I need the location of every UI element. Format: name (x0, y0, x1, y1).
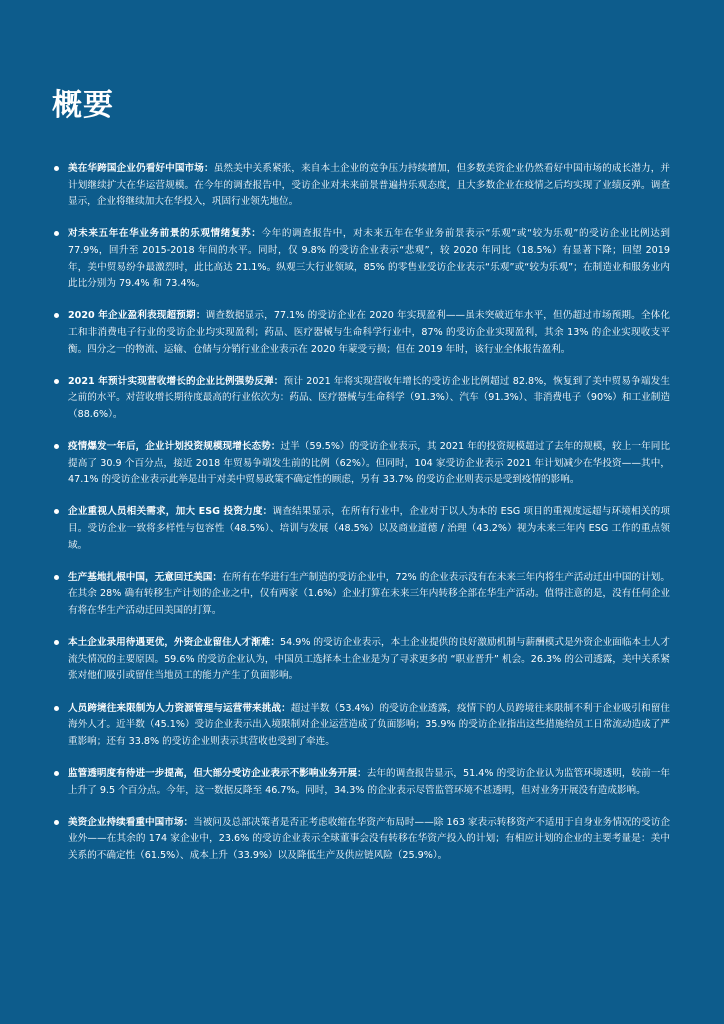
item-body: 调查数据显示，77.1% 的受访企业在 2020 年实现盈利——虽未突破近年水平，但仍超过市场预期。全体化工和非消费电子行业的受访企业均实现盈利；药品、医疗器械与生命科学行业中，87% 的受访企业实现盈利，其余 13% 的企业实现收支平衡。四分之一的物流、运输、仓储与分销行业企业表示在 2020 年蒙受亏损；但在 2019 年时，该行业全体报告盈利。 (68, 310, 671, 355)
list-item (68, 815, 670, 865)
item-body: 调查结果显示，在所有行业中，企业对于以人为本的 ESG 项目的重视度远超与环境相关的项目。受访企业一致将多样性与包容性（48.5%）、培训与发展（48.5%）以及商业道德 / 治理（43.2%）视为未来三年内 ESG 工作的重点领域。 (68, 506, 670, 551)
item-body: 今年的调查报告中，对未来五年在华业务前景表示“乐观”或“较为乐观”的受访企业比例达到 77.9%，回升至 2015-2018 年间的水平。同时，仅 9.8% 的受访企业表示“悲观”，较 2020 年同比（18.5%）有显著下降；回望 2019 年，美中贸易纷争最激烈时，此比高达 21.1%。纵观三大行业领域，85% 的零售业受访企业表示“乐观”或“较为乐观”；在制造业和服务业内此比分别为 79.4% 和 73.4%。 (68, 228, 670, 290)
bullet-icon (54, 509, 59, 514)
bullet-icon (54, 640, 59, 645)
bullet-icon (54, 444, 59, 449)
page-title: 概要 (52, 88, 114, 123)
bullet-icon (54, 820, 59, 825)
bullet-icon (54, 706, 59, 711)
item-heading: 企业重视人员相关需求，加大 ESG 投资力度： (68, 506, 273, 518)
summary-list (68, 161, 670, 880)
list-item (68, 226, 670, 292)
item-heading: 对未来五年在华业务前景的乐观情绪复苏： (68, 228, 262, 240)
list-item (68, 504, 670, 554)
item-body: 过半（59.5%）的受访企业表示，其 2021 年的投资规模超过了去年的规模，较上一年同比提高了 30.9 个百分点，接近 2018 年贸易争端发生前的比例（62%）。但同时，104 家受访企业表示 2021 年计划减少在华投资——其中，47.1% 的受访企业表示此举是出于对美中贸易政策不确定性的顾虑，另有 33.7% 的受访企业则表示是受到疫情的影响。 (68, 441, 670, 486)
item-heading: 疫情爆发一年后，企业计划投资规模现增长态势： (68, 441, 281, 453)
item-body: 去年的调查报告显示，51.4% 的受访企业认为监管环境透明，较前一年上升了 9.5 个百分点。今年，这一数据反降至 46.7%。同时，34.3% 的企业表示尽管监管环境不甚透明，但对业务开展没有造成影响。 (68, 767, 670, 796)
list-item (68, 570, 670, 620)
list-item (68, 439, 670, 489)
item-heading: 本土企业录用待遇更优，外资企业留住人才渐难： (68, 637, 280, 649)
bullet-icon (54, 231, 59, 236)
item-heading: 人员跨境往来限制为人力资源管理与运营带来挑战： (68, 702, 291, 714)
item-heading: 生产基地扎根中国，无意回迁美国： (68, 571, 223, 583)
item-heading: 美资企业持续看重中国市场： (68, 816, 194, 828)
list-item (68, 161, 670, 211)
item-heading: 监管透明度有待进一步提高，但大部分受访企业表示不影响业务开展： (68, 767, 367, 779)
list-item (68, 635, 670, 685)
bullet-icon (54, 575, 59, 580)
item-body: 54.9% 的受访企业表示，本土企业提供的良好激励机制与薪酬模式是外资企业面临本土人才流失情况的主要原因。59.6% 的受访企业认为，中国员工选择本土企业是为了寻求更多的 “职业晋升” 机会。26.3% 的公司透露，美中关系紧张对他们吸引或留住当地员工的能力产生了负面影响。 (68, 637, 671, 682)
item-heading: 2020 年企业盈利表现超预期： (68, 310, 206, 322)
bullet-icon (54, 771, 59, 776)
item-body: 超过半数（53.4%）的受访企业透露，疫情下的人员跨境往来限制不利于企业吸引和留住海外人才。近半数（45.1%）受访企业表示出入境限制对企业运营造成了负面影响；35.9% 的受访企业指出这些措施给员工日常流动造成了严重影响；还有 33.8% 的受访企业则表示其营收也受到了牵连。 (68, 702, 670, 747)
item-body: 当被问及总部决策者是否正考虑收缩在华资产布局时——除 163 家表示转移资产不适用于自身业务情况的受访企业外——在其余的 174 家企业中，23.6% 的受访企业表示全球董事会没有转移在华资产投入的计划；有相应计划的企业的主要考量是：美中关系的不确定性（61.5%）、成本上升（33.9%）以及降低生产及供应链风险（25.9%）。 (68, 816, 671, 861)
list-item (68, 308, 670, 358)
item-heading: 2021 年预计实现营收增长的企业比例强势反弹： (68, 375, 284, 387)
bullet-icon (54, 379, 59, 384)
list-item (68, 701, 670, 751)
bullet-icon (54, 313, 59, 318)
list-item (68, 374, 670, 424)
bullet-icon (54, 166, 59, 171)
item-body: 虽然美中关系紧张，来自本土企业的竞争压力持续增加，但多数美资企业仍然看好中国市场的成长潜力，并计划继续扩大在华运营规模。在今年的调查报告中，受访企业对未来前景普遍持乐观态度，且大多数企业在疫情之后均实现了业绩反弹。调查显示，企业将继续加大在华投入，巩固行业领先地位。 (68, 163, 671, 208)
list-item (68, 766, 670, 799)
item-body: 预计 2021 年将实现营收年增长的受访企业比例超过 82.8%，恢复到了美中贸易争端发生之前的水平。对营收增长期待度最高的行业依次为：药品、医疗器械与生命科学（91.3%）、汽车（91.3%）、非消费电子（90%）和工业制造（88.6%）。 (68, 375, 671, 420)
item-body: 在所有在华进行生产制造的受访企业中，72% 的企业表示没有在未来三年内将生产活动迁出中国的计划。在其余 28% 确有转移生产计划的企业之中，仅有两家（1.6%）企业打算在未来三年内转移全部在华生产活动。值得注意的是，没有任何企业有将在华生产活动迁回美国的打算。 (68, 571, 671, 617)
item-heading: 美在华跨国企业仍看好中国市场： (68, 163, 214, 174)
